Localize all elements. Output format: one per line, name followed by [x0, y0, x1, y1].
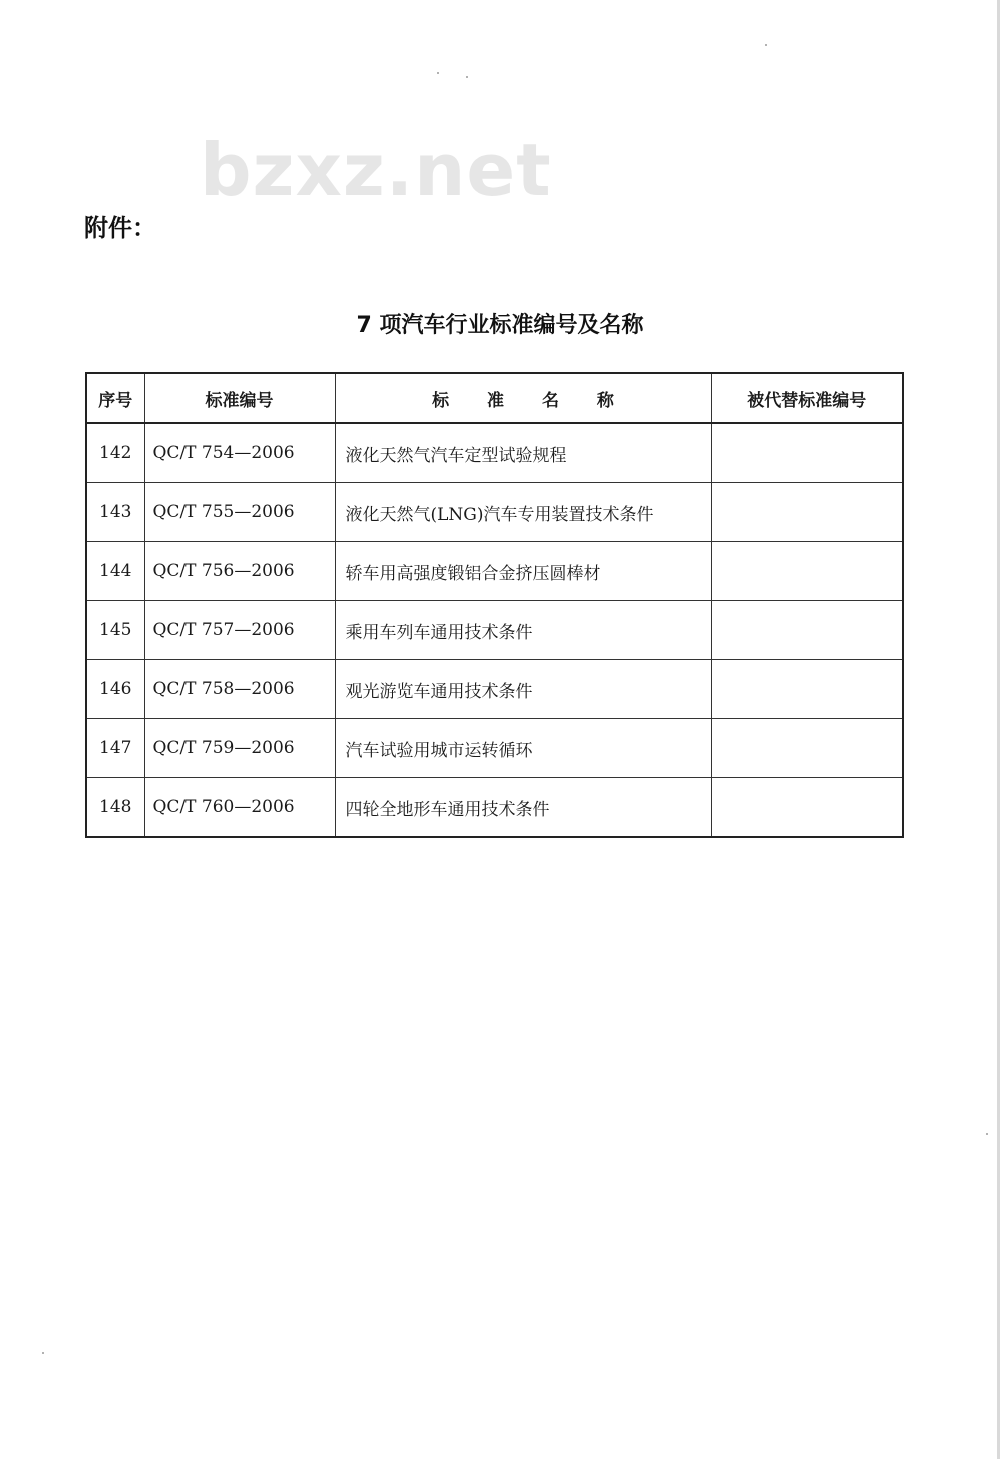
row-code: QC/T 757—2006 — [144, 601, 335, 660]
row-name: 四轮全地形车通用技术条件 — [335, 778, 711, 838]
scan-speck — [765, 44, 767, 46]
row-name: 轿车用高强度锻铝合金挤压圆棒材 — [335, 542, 711, 601]
row-seq: 142 — [86, 423, 144, 483]
row-name: 乘用车列车通用技术条件 — [335, 601, 711, 660]
header-replaced: 被代替标准编号 — [711, 373, 903, 423]
row-name: 汽车试验用城市运转循环 — [335, 719, 711, 778]
header-name — [335, 373, 711, 423]
row-code: QC/T 756—2006 — [144, 542, 335, 601]
scan-speck — [42, 1352, 44, 1354]
scan-speck — [466, 76, 468, 78]
page-title: 7 项汽车行业标准编号及名称 — [356, 313, 644, 338]
table-row — [86, 778, 903, 838]
row-code: QC/T 754—2006 — [144, 423, 335, 483]
table-row — [86, 660, 903, 719]
table-header-row — [86, 373, 903, 423]
header-seq: 序号 — [86, 373, 144, 423]
table-row — [86, 719, 903, 778]
row-seq: 144 — [86, 542, 144, 601]
row-replaced — [711, 483, 903, 542]
row-seq: 143 — [86, 483, 144, 542]
table-row — [86, 423, 903, 483]
row-code: QC/T 758—2006 — [144, 660, 335, 719]
row-code: QC/T 760—2006 — [144, 778, 335, 838]
watermark: bzxz.net — [200, 128, 552, 212]
row-replaced — [711, 660, 903, 719]
row-replaced — [711, 719, 903, 778]
scan-speck — [437, 72, 439, 74]
row-replaced — [711, 542, 903, 601]
row-seq: 147 — [86, 719, 144, 778]
row-code: QC/T 759—2006 — [144, 719, 335, 778]
attachment-label: 附件： — [84, 214, 156, 242]
row-name: 液化天然气汽车定型试验规程 — [335, 423, 711, 483]
row-seq: 146 — [86, 660, 144, 719]
row-code: QC/T 755—2006 — [144, 483, 335, 542]
row-seq: 145 — [86, 601, 144, 660]
row-replaced — [711, 423, 903, 483]
header-code: 标准编号 — [144, 373, 335, 423]
table-row — [86, 542, 903, 601]
row-seq: 148 — [86, 778, 144, 838]
row-replaced — [711, 601, 903, 660]
scan-speck — [986, 1133, 988, 1135]
row-name: 液化天然气(LNG)汽车专用装置技术条件 — [335, 483, 711, 542]
table-row — [86, 601, 903, 660]
standards-table — [85, 372, 904, 838]
header-name-text: 标 准 名 称 — [432, 390, 630, 411]
row-replaced — [711, 778, 903, 838]
table-row — [86, 483, 903, 542]
row-name: 观光游览车通用技术条件 — [335, 660, 711, 719]
